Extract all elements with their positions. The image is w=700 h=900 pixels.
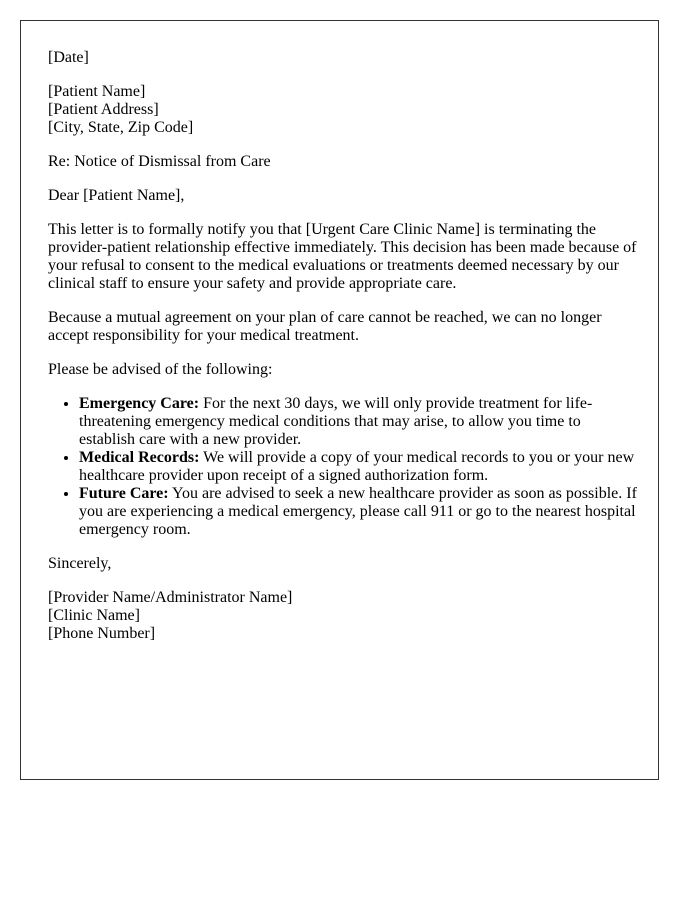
closing: Sincerely,: [48, 555, 112, 572]
list-item-emergency-care: [79, 395, 637, 449]
bullet-label: Medical Records:: [79, 449, 200, 466]
letter-page: [20, 20, 659, 780]
date-line: [Date]: [48, 49, 89, 66]
body-paragraph-termination: This letter is to formally notify you that [Urgent Care Clinic Name] is terminating the provider-patient relationship effective immediately. This decision has been made because of your refusal to consent to the medical evaluations or treatments deemed necessary by our clinical staff to ensure your safety and provide appropriate care.: [48, 221, 637, 292]
bullet-text: We will provide a copy of your medical records to you or your new healthcare provider upon receipt of a signed authorization form.: [79, 449, 635, 484]
recipient-address: [Patient Address]: [48, 101, 159, 118]
recipient-name: [Patient Name]: [48, 83, 146, 100]
salutation: Dear [Patient Name],: [48, 187, 185, 204]
list-item-future-care: [79, 485, 637, 539]
recipient-city-state-zip: [City, State, Zip Code]: [48, 119, 194, 136]
advisory-list: [48, 395, 637, 539]
signature-clinic-name: [Clinic Name]: [48, 607, 140, 624]
recipient-block: [48, 83, 637, 137]
letter-content: [21, 21, 637, 643]
bullet-text: For the next 30 days, we will only provide treatment for life-threatening emergency medical conditions that may arise, to allow you time to establish care with a new provider.: [79, 395, 593, 448]
signature-provider-name: [Provider Name/Administrator Name]: [48, 589, 293, 606]
body-paragraph-responsibility: Because a mutual agreement on your plan of care cannot be reached, we can no longer accept responsibility for your medical treatment.: [48, 309, 602, 344]
list-item-medical-records: [79, 449, 637, 485]
bullet-text: You are advised to seek a new healthcare provider as soon as possible. If you are experiencing a medical emergency, please call 911 or go to the nearest hospital emergency room.: [79, 485, 637, 538]
subject-line: Re: Notice of Dismissal from Care: [48, 153, 271, 170]
body-paragraph-advisory: Please be advised of the following:: [48, 361, 273, 378]
signature-phone-number: [Phone Number]: [48, 625, 156, 642]
bullet-label: Emergency Care:: [79, 395, 200, 412]
signature-block: [48, 589, 637, 643]
bullet-label: Future Care:: [79, 485, 169, 502]
